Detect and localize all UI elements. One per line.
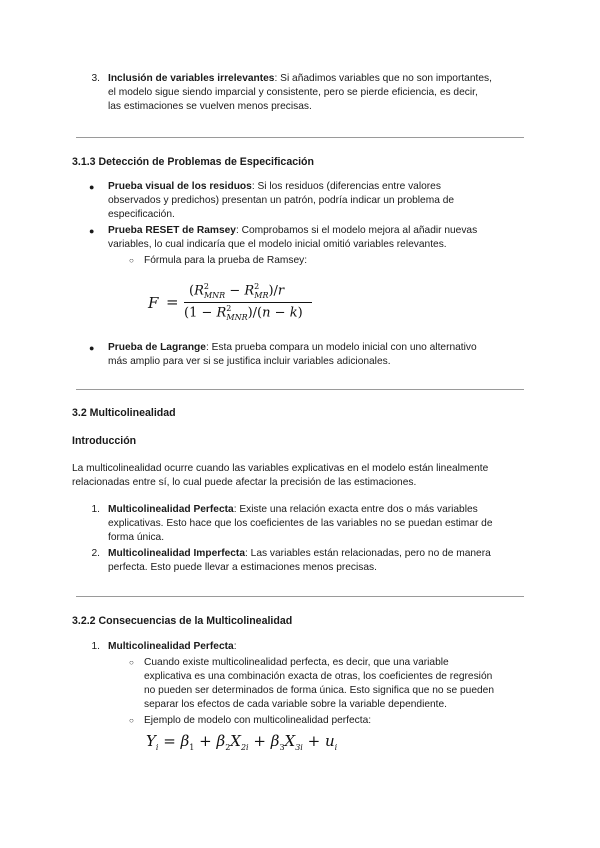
bold-term: Prueba de Lagrange — [108, 342, 206, 353]
text-line: separar los efectos de cada variable sobre la variable dependiente. — [144, 699, 447, 710]
list-item-text — [108, 180, 441, 194]
text-line: más amplio para ver si se justifica incluir variables adicionales. — [108, 356, 391, 367]
list-number: 2. — [91, 548, 100, 559]
text-line: las estimaciones se vuelven menos precisas. — [108, 101, 312, 112]
list-item-text — [108, 640, 237, 654]
sub-item-text: Ejemplo de modelo con multicolinealidad perfecta: — [144, 715, 372, 726]
text-line: : Si añadimos variables que no son importantes, — [274, 73, 492, 84]
divider — [76, 389, 524, 390]
bullet-icon: ● — [89, 182, 95, 192]
text-line: Cuando existe multicolinealidad perfecta, es decir, que una variable — [144, 657, 449, 668]
bold-term: Prueba visual de los residuos — [108, 181, 252, 192]
list-number: 3. — [91, 73, 100, 84]
bold-term: Inclusión de variables irrelevantes — [108, 73, 275, 84]
section-heading: 3.1.3 Detección de Problemas de Especificación — [72, 156, 314, 168]
bold-term: Multicolinealidad Perfecta — [108, 641, 234, 652]
fraction-bar — [184, 302, 312, 303]
text-line: el modelo sigue siendo imparcial y consistente, pero se pierde eficiencia, es decir, — [108, 87, 478, 98]
bullet-icon: ● — [89, 343, 95, 353]
text-line: forma única. — [108, 532, 165, 543]
bold-term: Multicolinealidad Perfecta — [108, 504, 234, 515]
formula-lhs: F — [148, 294, 159, 312]
text-line: observados y predichos) presentan un patrón, podría indicar un problema de — [108, 195, 455, 206]
hollow-bullet-icon: ○ — [129, 716, 134, 725]
text-line: : Si los residuos (diferencias entre valores — [251, 181, 441, 192]
text-line: : Las variables están relacionadas, pero no de manera — [245, 548, 491, 559]
divider — [76, 137, 524, 138]
divider — [76, 596, 524, 597]
hollow-bullet-icon: ○ — [129, 256, 134, 265]
ramsey-formula — [148, 282, 328, 328]
text-line: variables, lo cual indicaría que el modelo inicial omitió variables relevantes. — [108, 239, 447, 250]
list-number: 1. — [91, 641, 100, 652]
bold-term: Multicolinealidad Imperfecta — [108, 548, 245, 559]
text-suffix: : — [233, 641, 237, 652]
list-item-text — [108, 224, 477, 238]
text-line: : Comprobamos si el modelo mejora al añadir nuevas — [235, 225, 478, 236]
bullet-icon: ● — [89, 226, 95, 236]
model-equation: $Y_i = \beta_1 + \beta_2X_{2i} + \beta_3X_{3i} + u_i$ — [146, 732, 338, 752]
list-item-text — [108, 341, 477, 355]
text-line: explicativas. Esto hace que los coeficientes de las variables no se puedan estimar de — [108, 518, 493, 529]
text-line: : Esta prueba compara un modelo inicial con uno alternativo — [205, 342, 477, 353]
paragraph-line: relacionadas entre sí, lo cual puede afectar la precisión de las estimaciones. — [72, 477, 417, 488]
list-number: 1. — [91, 504, 100, 515]
text-line: explicativa es una combinación exacta de otras, los coeficientes de regresión — [144, 671, 493, 682]
list-item-text — [108, 72, 492, 86]
section-heading: 3.2 Multicolinealidad — [72, 407, 176, 419]
section-heading: 3.2.2 Consecuencias de la Multicolinealidad — [72, 615, 293, 627]
list-item-text — [108, 503, 478, 517]
list-item-text — [108, 547, 491, 561]
paragraph-line: La multicolinealidad ocurre cuando las variables explicativas en el modelo están linealmente — [72, 463, 489, 474]
text-line: no pueden ser determinados de forma única. Esto significa que no se pueden — [144, 685, 495, 696]
subheading: Introducción — [72, 435, 137, 447]
hollow-bullet-icon: ○ — [129, 658, 134, 667]
bold-term: Prueba RESET de Ramsey — [108, 225, 236, 236]
formula-denominator: $(1 - R^2_{MNR})/(n - k)$ — [184, 304, 303, 322]
formula-numerator: $(R^2_{MNR} - R^2_{MR})/r$ — [189, 282, 285, 300]
formula-equals: = — [166, 293, 179, 311]
text-line: especificación. — [108, 209, 175, 220]
text-line: perfecta. Esto puede llevar a estimaciones menos precisas. — [108, 562, 377, 573]
sub-item-text: Fórmula para la prueba de Ramsey: — [144, 255, 308, 266]
text-line: : Existe una relación exacta entre dos o más variables — [233, 504, 478, 515]
